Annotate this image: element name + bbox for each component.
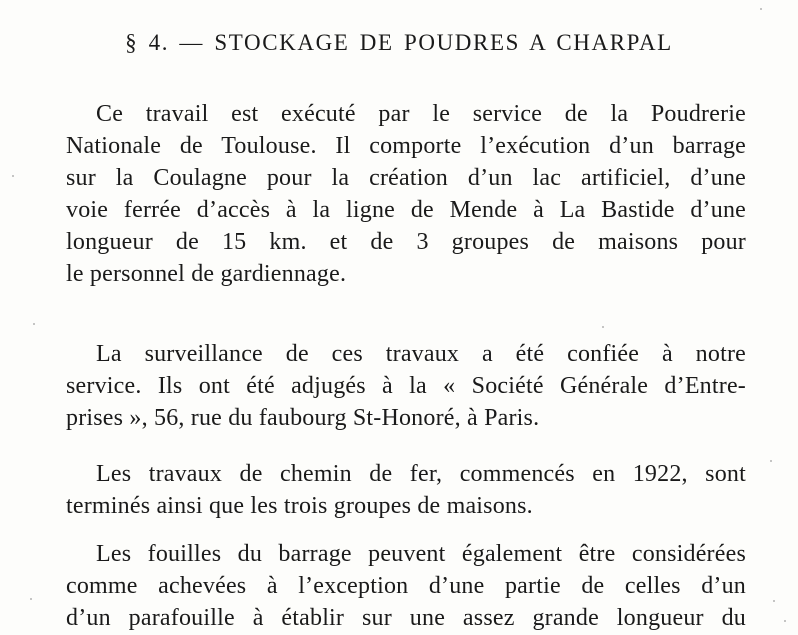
scan-speck xyxy=(33,323,35,325)
text-line: terminés ainsi que les trois groupes de maisons. xyxy=(66,493,533,519)
text-line: service. Ils ont été adjugés à la « Société Générale d’Entre- xyxy=(66,373,746,399)
text-line: d’un parafouille à établir sur une assez grande longueur du xyxy=(66,605,746,631)
scan-speck xyxy=(773,600,775,602)
text-line: comme achevées à l’exception d’une partie de celles d’un xyxy=(66,573,746,599)
paragraph-1 xyxy=(66,98,746,290)
text-line: Ce travail est exécuté par le service de la Poudrerie xyxy=(96,101,746,127)
scan-speck xyxy=(30,598,32,600)
text-line: le personnel de gardiennage. xyxy=(66,261,347,287)
section-heading: § 4. — STOCKAGE DE POUDRES A CHARPAL xyxy=(125,30,673,55)
scan-speck xyxy=(760,8,762,10)
paragraph-4 xyxy=(66,538,746,634)
scan-speck xyxy=(770,460,772,462)
text-line: sur la Coulagne pour la création d’un lac artificiel, d’une xyxy=(66,165,746,191)
text-line: Nationale de Toulouse. Il comporte l’exécution d’un barrage xyxy=(66,133,746,159)
text-line: prises », 56, rue du faubourg St-Honoré, à Paris. xyxy=(66,405,540,431)
paragraph-3 xyxy=(66,458,746,522)
text-line: voie ferrée d’accès à la ligne de Mende à La Bastide d’une xyxy=(66,197,746,223)
scan-speck xyxy=(12,175,14,177)
text-line: Les travaux de chemin de fer, commencés en 1922, sont xyxy=(96,461,746,487)
text-line: La surveillance de ces travaux a été confiée à notre xyxy=(96,341,746,367)
scan-speck xyxy=(784,620,786,622)
paragraph-2 xyxy=(66,338,746,434)
text-line: longueur de 15 km. et de 3 groupes de maisons pour xyxy=(66,229,746,255)
scan-speck xyxy=(602,326,604,328)
text-line: Les fouilles du barrage peuvent également être considérées xyxy=(96,541,746,567)
